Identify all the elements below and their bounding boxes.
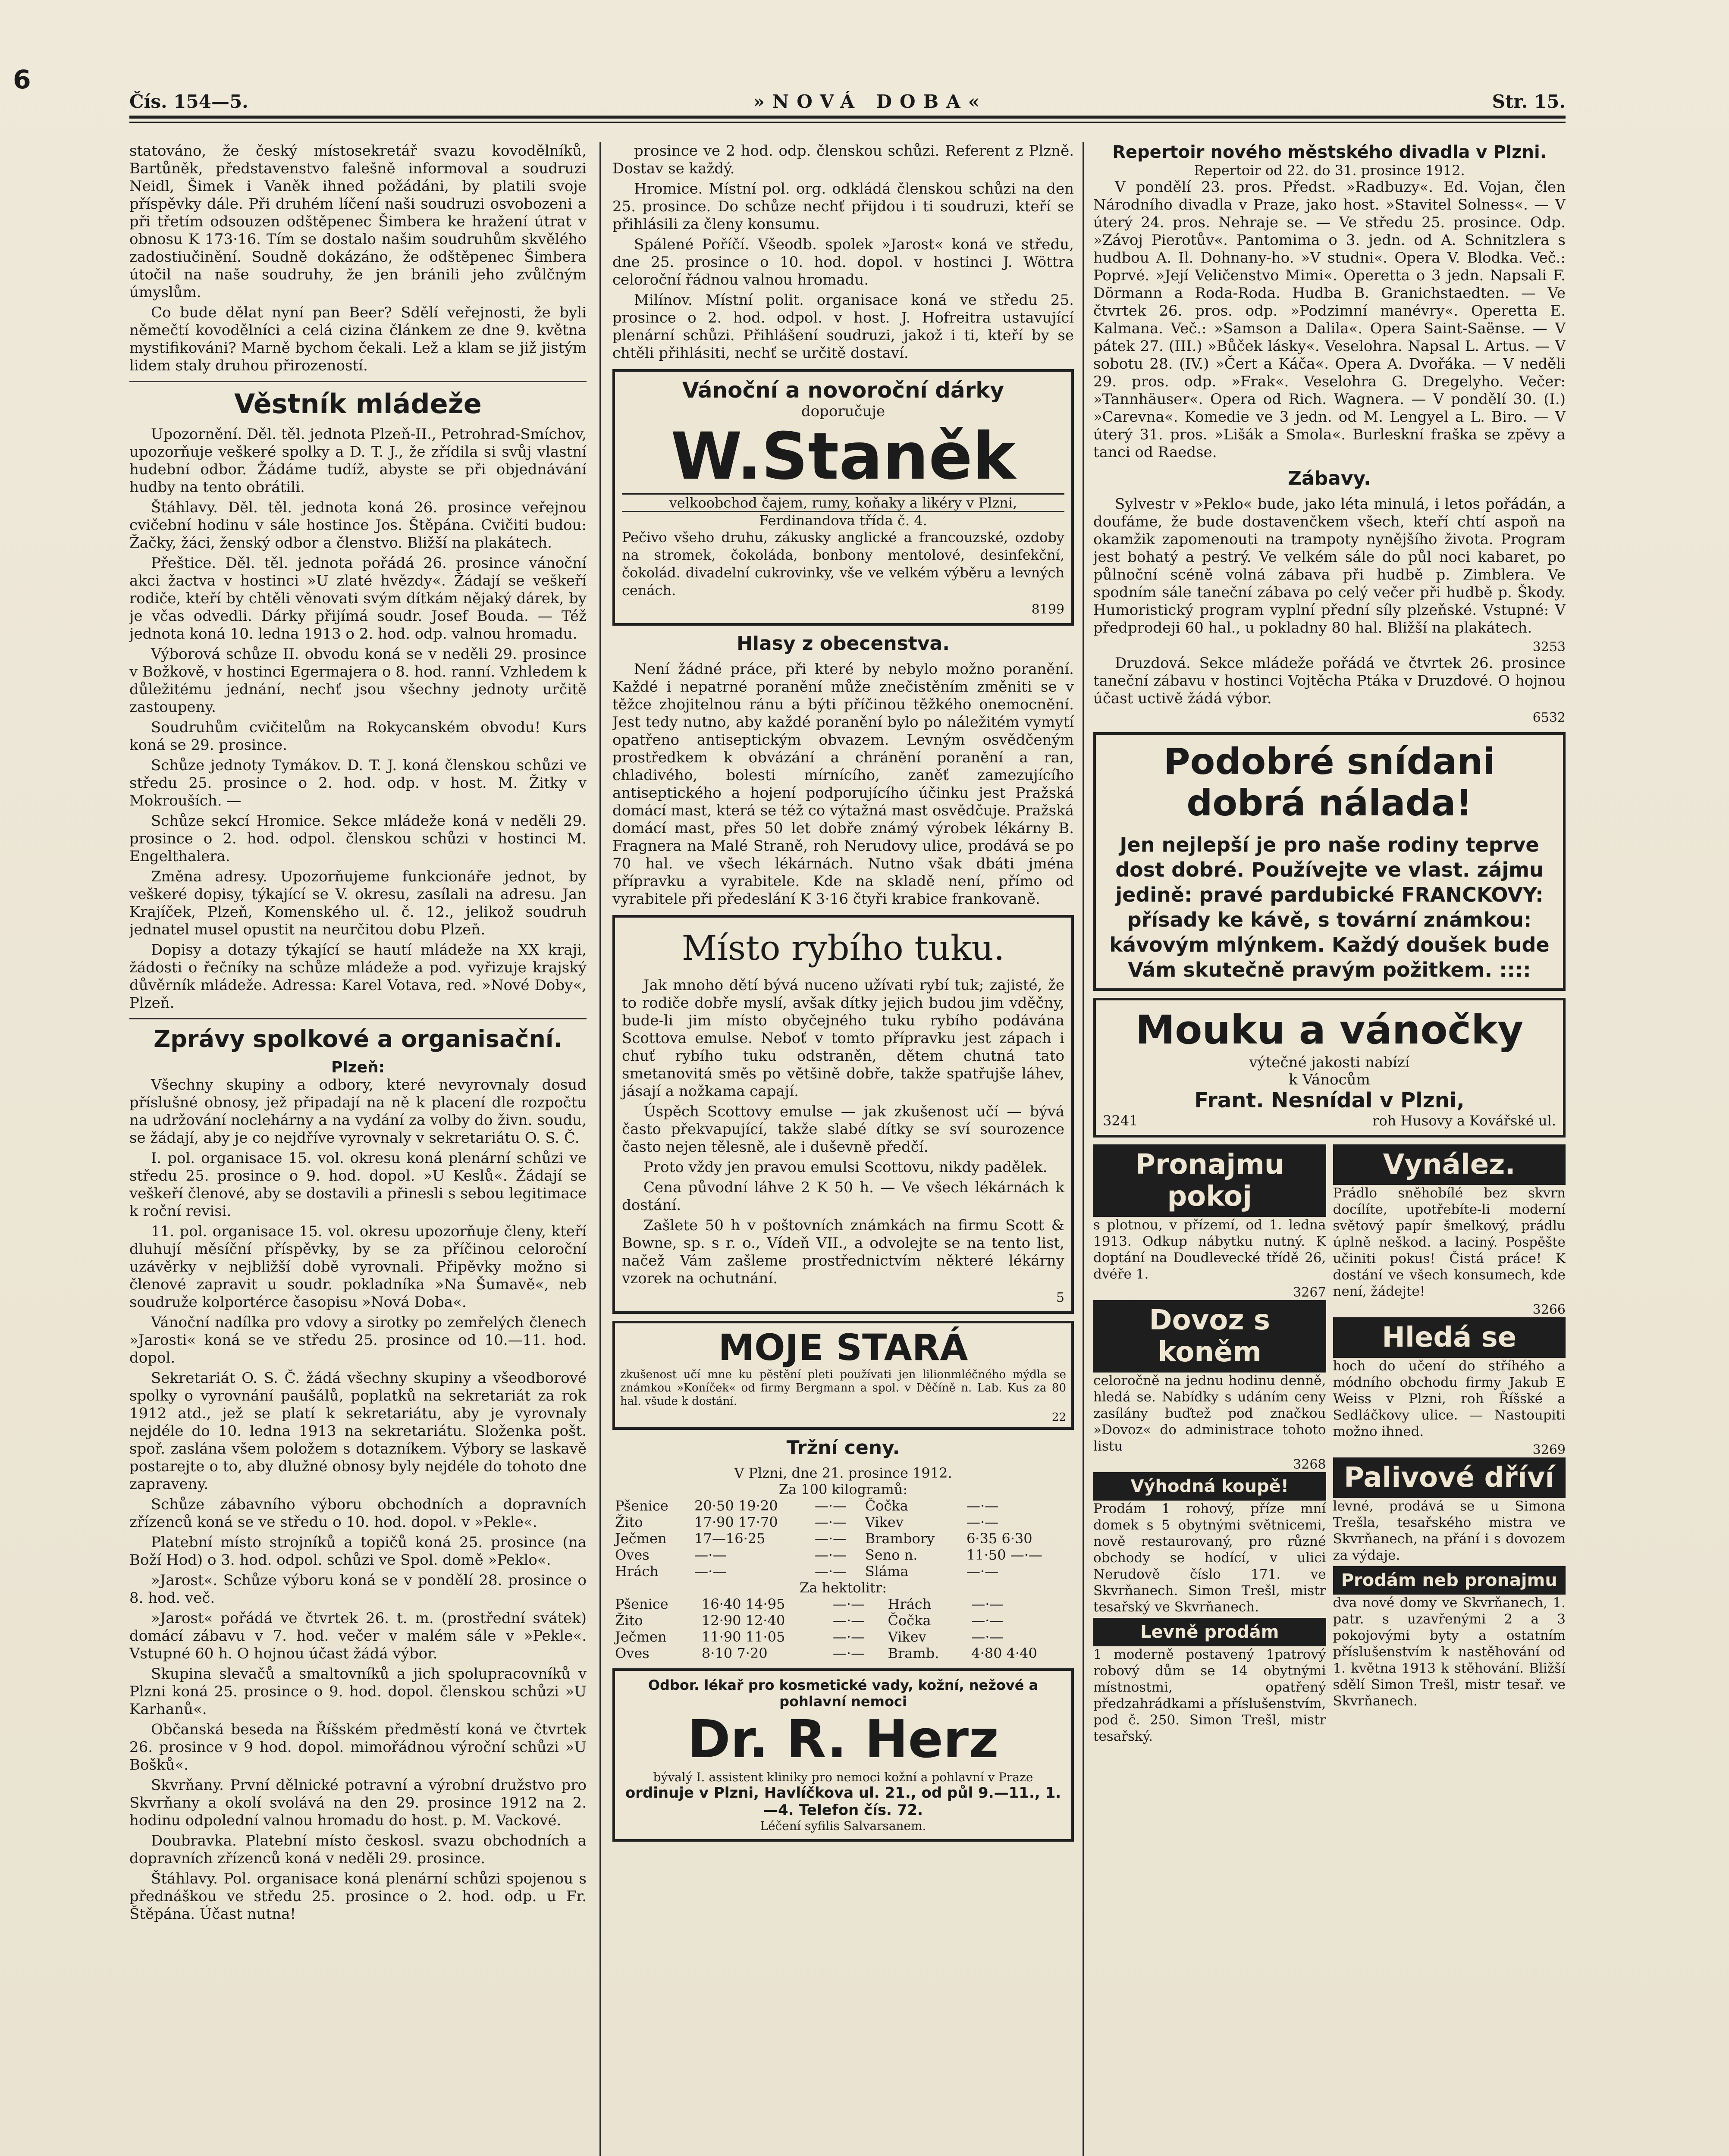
table-cell: Žito [615,1514,643,1530]
table-cell: Žito [615,1612,643,1629]
news-item: Skvrňany. První dělnické potravní a výrobní družstvo pro Skvrňany a okolí svolává na den 29. prosince 1912 na 2. hodinu odpolední valnou hromadu do host. p. M. Vackové. [129,1777,587,1829]
section-heading: Repertoir nového městského divadla v Plzni. [1112,142,1547,162]
ad-text: hoch do učení do stříhého a módního obchodu firmy Jakub E Weiss v Plzni, roh Říšské a Sedláčkovy ulice. — Nastoupiti možno ihned. [1333,1358,1566,1439]
ad-text: Zašlete 50 h v poštovních známkách na firmu Scott & Bowne, sp. s r. o., Vídeň VII., a odvolejte se na tento list, načež Vám zašleme prostřednictvím některé lékárny vzorek na ochutnání. [622,1217,1064,1287]
table-cell: Ječmen [615,1530,667,1547]
ad-number: 3267 [1293,1285,1326,1300]
ad-headline: Vánoční a novoroční dárky [682,378,1004,403]
ad-text: Úspěch Scottovy emulse — jak zkušenost učí — bývá často překvapující, takže slabé dítky se sví sourozence často nejen tělesně, ale i duševně předčí. [622,1103,1064,1156]
ad-number: 5 [1056,1290,1064,1305]
table-cell: —·— [694,1547,727,1563]
news-item: Dopisy a dotazy týkající se hautí mládeže na XX kraji, žádosti o řečníky na schůze mládeže a pod. vyřizuje krajský důvěrník mládeže. Adressa: Karel Votava, red. »Nové Doby«, Plzeň. [129,941,587,1012]
ad-headline: Mouku a vánočky [1135,1007,1524,1053]
news-item: I. pol. organisace 15. vol. okresu koná plenární schůzi ve středu 25. prosince o 9. hod. dopol. »U Keslů«. Žádají se veškeří členové, aby se dostavili a přinesli s sebou legitimace k roční revisi. [129,1150,587,1220]
news-item: Hromice. Místní pol. org. odkládá členskou schůzi na den 25. prosince. Do schůze nechť přijdou i ti soudruzi, kteří se přihlásili za členy konsumu. [612,180,1074,233]
table-cell: 20·50 19·20 [694,1498,778,1514]
table-cell: 11·50 —·— [966,1547,1042,1563]
news-item: Soudruhům cvičitelům na Rokycanském obvodu! Kurs koná se 29. prosince. [129,719,587,754]
column-divider [1083,142,1084,2156]
advertisement-scott [612,915,1074,1314]
ad-text: Jen nejlepší je pro naše rodiny teprve dost dobré. Používejte ve vlast. zájmu jedině: pravé pardubické FRANCKOVY: přísady ke kávě, s tovární známkou: kávovým mlýnkem. Každý doušek bude Vám skutečně pravým požitkem. :::: [1109,833,1550,981]
ad-text: roh Husovy a Kovářské ul. [1372,1112,1556,1129]
classified-row [1093,1144,1566,1747]
table-cell: 17—16·25 [694,1530,766,1547]
ad-text: zkušenost učí mne ku pěstění pleti používati jen lilionmléčného mýdla se známkou »Koníček« od firmy Bergmann a spol. v Děčíně n. Lab. Kus za 80 hal. všude k dostání. [620,1368,1066,1408]
news-item: Schůze jednoty Tymákov. D. T. J. koná členskou schůzi ve středu 25. prosince o 2. hod. odp. v host. M. Žitky v Mokrouších. — [129,757,587,809]
price-table [612,1498,1074,1579]
ad-text: Pečivo všeho druhu, zákusky anglické a francouzské, ozdoby na stromek, čokoláda, bonbony mentolové, desinfekční, čokolád. divadelní cukrovinky, vše ve velkém výběru a levných cenách. [622,529,1064,599]
divider [129,381,587,382]
classified-vynalez [1333,1144,1566,1747]
table-cell: —·— [694,1563,727,1579]
news-item: Schůze zábavního výboru obchodních a dopravních zřízenců koná se ve středu o 10. hod. dopol. v »Pekle«. [129,1496,587,1531]
table-cell: 12·90 12·40 [701,1612,785,1629]
ad-number: 3269 [1532,1442,1566,1457]
ad-text: celoročně na jednu hodinu denně, hledá se. Nabídky s udáním ceny zasílány buďtež pod značkou »Dovoz« do administrace tohoto listu [1093,1373,1326,1454]
table-cell: Oves [615,1645,650,1661]
issue-number: Čís. 154—5. [129,91,248,112]
news-item: Není žádné práce, při které by nebylo možno poranění. Každé i nepatrné poranění může znečistěním změniti se v těžce zhojitelnou ránu a býti příčinou těžkého onemocnění. Jest tedy nutno, aby každé poranění bylo po náležitém vymytí opatřeno antiseptickým obvazem. Levným osvědčeným prostředkem k obvázání a chránění poranění a ran, chladivého, bolesti mírnícího, zaněť zamezujícího antiseptického a hojení podporujícího účinku jest Pražská domácí mast, která se též co výtažná mast osvědčuje. Pražská domácí mast, přes 50 let dobře známý výrobek lékárny B. Fragnera na Malé Straně, roh Nerudovy ulice, prodává se po 70 hal. ve všech lékárnách. Nutno však dbáti jména přípravku a vyrabitele. Kde na skladě není, přímo od vyrabitele při předeslání K 3·16 čtyři krabice frankovaně. [612,661,1074,908]
news-item: Upozornění. Děl. těl. jednota Plzeň-II., Petrohrad-Smíchov, upozorňuje veškeré spolky a D. T. J., že zřídila si svůj vlastní hudební odbor. Žádáme tudíž, abyste se při objednávání hudby na tento obrátili. [129,426,587,496]
column-divider [599,142,601,2156]
news-item: Vánoční nadílka pro vdovy a sirotky po zemřelých členech »Jarosti« koná se ve středu 25. prosince od 10.—11. hod. dopol. [129,1314,587,1366]
ad-headline: Dovoz s koněm [1093,1300,1326,1373]
table-cell: —·— [971,1596,1004,1612]
table-cell: Čočka [888,1612,931,1629]
ad-number: 6532 [1532,710,1566,725]
table-cell: —·— [814,1563,847,1579]
section-heading: Zprávy spolkové a organisační. [154,1025,562,1053]
table-cell: 11·90 11·05 [701,1629,785,1645]
ad-headline: Výhodná koupě! [1093,1472,1326,1501]
margin-mark: 6 [13,65,31,95]
ad-text: Prádlo sněhobílé bez skvrn docílíte, upotřebíte-li moderní světový papír šmelkový, prádlu úplně neškod. a laciný. Pospěšte učiniti pokus! Čistá práce! K dostání ve všech konsumech, kde není, žádejte! [1333,1185,1566,1299]
column-3 [1093,142,1566,2156]
table-cell: Sláma [865,1563,909,1579]
masthead [129,86,1566,112]
table-cell: Bramb. [888,1645,939,1661]
news-item: »Jarost«. Schůze výboru koná se v pondělí 28. prosince o 8. hod. več. [129,1572,587,1607]
table-cell: —·— [966,1563,999,1579]
table-cell: 8·10 7·20 [701,1645,768,1661]
ad-headline: MOJE STARÁ [718,1326,968,1369]
table-cell: Pšenice [615,1596,668,1612]
table-cell: Brambory [865,1530,935,1547]
table-row [612,1612,1074,1629]
news-item: Sylvestr v »Peklo« bude, jako léta minulá, i letos pořádán, a doufáme, že bude dostavenčkem všech, kteří chtí aspoň na okamžik zapomenouti na trampoty nynějšího života. Program jest bohatý a pestrý. Ve velkém sále do půl noci kabaret, po půlnoční scéně volná zábava při hudbě p. Zimblera. Ve spodním sále taneční zábava po celý večer při hudbě p. Škody. Humoristický program vyplní přední síly plzeňské. Vstupné: V předprodeji 60 hal., u pokladny 80 hal. Bližší na plakátech. [1093,495,1566,636]
ad-number: 22 [1051,1411,1066,1424]
advertisement-mouka [1093,998,1566,1138]
table-cell: Oves [615,1547,650,1563]
news-item: Platební místo strojníků a topičů koná 25. prosince (na Boží Hod) o 3. hod. odpol. schůzi ve Spol. domě »Peklo«. [129,1534,587,1569]
ad-text: Odbor. lékař pro kosmetické vady, kožní, nežové a pohlavní nemoci [648,1677,1039,1710]
column-1 [129,142,587,2156]
news-item: Štáhlavy. Pol. organisace koná plenární schůzi spojenou s přednáškou ve středu 25. prosince o 2. hod. odp. u Fr. Štěpána. Účast nutna! [129,1870,587,1923]
news-item: Sekretariát O. S. Č. žádá všechny skupiny a všeodborové spolky o vyrovnání paušálů, poplatků na sekretariát za rok 1912 atd., jež se platí k sekretariátu, aby je vyrovnaly nejdéle do 10. ledna 1913 na sekretariátu. Složenka pošt. spoř. zaslána všem položem s dotazníkem. Výbory se laskavě postarejte o to, aby dlužné obnosy byly nejdéle do tohoto dne zapraveny. [129,1369,587,1493]
news-item: Změna adresy. Upozorňujeme funkcionáře jednot, by veškeré dopisy, týkající se V. okresu, zasílali na adresu. Jan Krajíček, Plzeň, Komenského ul. č. 12., jelikož soudruh jednatel musel opustit na neurčitou dobu Plzeň. [129,868,587,938]
table-cell: Hrách [615,1563,659,1579]
news-item: Doubravka. Platební místo českosl. svazu obchodních a dopravních zřízenců koná v neděli 29. prosince. [129,1832,587,1867]
news-item: Občanská beseda na Říšském předměstí koná ve čtvrtek 26. prosince v 9 hod. dopol. mimořádnou výroční schůzi »U Bošků«. [129,1721,587,1774]
news-item: »Jarost« pořádá ve čtvrtek 26. t. m. (prostřední svátek) domácí zábavu v 7. hod. večer v malém sále v »Pekle«. Vstupné 60 h. O hojnou účast žádá výbor. [129,1610,587,1662]
article-text: Co bude dělat nyní pan Beer? Sdělí veřejnosti, že byli němečtí kovodělníci a celá cizina článkem ze dne 9. května mystifikováni? Marně bychom čekali. Lež a klam se již jistým lidem staly druhou přirozeností. [129,304,587,374]
advertisement-herz [612,1668,1074,1842]
table-cell: 16·40 14·95 [701,1596,785,1612]
table-row [612,1629,1074,1645]
table-cell: Čočka [865,1498,908,1514]
ad-text: Jak mnoho dětí bývá nuceno užívati rybí tuk; zajisté, že to rodiče dobře myslí, avšak dítky jejich budou jim vděčny, bude-li jim místo obyčejného tuku rybího podávána Scottova emulse. Neboť v tomto přípravku jest zápach i chuť rybího tuku odstraněn, dětem chutná tato smetanovitá směs po většině dobře, takže spatřujše láhev, jásají a nožkama capají. [622,977,1064,1100]
table-cell: —·— [814,1498,847,1514]
ad-headline: Levně prodám [1093,1618,1326,1646]
table-cell: —·— [814,1547,847,1563]
table-cell: —·— [832,1645,865,1661]
table-cell: Seno n. [865,1547,918,1563]
table-cell: Vikev [888,1629,926,1645]
advertisement-moje-stara [612,1321,1074,1430]
page-number: Str. 15. [1492,91,1566,112]
table-cell: 4·80 4·40 [971,1645,1037,1661]
ad-brand-name: Dr. R. Herz [687,1710,999,1770]
ad-text: Proto vždy jen pravou emulsi Scottovu, nikdy padělek. [643,1159,1048,1176]
table-cell: Hrách [888,1596,932,1612]
newspaper-title: »NOVÁ DOBA« [753,91,987,112]
table-cell: 6·35 6·30 [966,1530,1032,1547]
table-cell: —·— [971,1629,1004,1645]
ad-number: 8199 [1031,602,1064,617]
ad-headline: Vynález. [1333,1144,1566,1185]
table-cell: —·— [814,1514,847,1530]
ad-headline: Podobré snídani dobrá nálada! [1164,740,1495,824]
ad-text: s plotnou, v přízemí, od 1. ledna 1913. Odkup nábytku nutný. K doptání na Doudlevecké třídě 26, dvéře 1. [1093,1217,1326,1282]
ad-text: bývalý I. assistent kliniky pro nemoci kožní a pohlavní v Praze [653,1770,1033,1784]
news-item: Schůze sekcí Hromice. Sekce mládeže koná v neděli 29. prosince o 2. hod. odpol. členskou schůzi v hostinci M. Engelthalera. [129,812,587,865]
news-item: Přeštice. Děl. těl. jednota pořádá 26. prosince vánoční akci žactva v hostinci »U zlaté hvězdy«. Žádají se veškeří rodiče, kteří by chtěli věnovati svým dítkám nějaký dárek, by je včas odvedli. Dárky přijímá soudr. Josef Bouda. — Též jednota koná 10. ledna 1913 o 2. hod. odp. valnou hromadu. [129,555,587,642]
advertisement-stanek [612,369,1074,626]
ad-text: ordinuje v Plzni, Havlíčkova ul. 21., od půl 9.—11., 1.—4. Telefon čís. 72. [625,1784,1061,1819]
ad-headline: Hledá se [1333,1317,1566,1358]
news-item: Všechny skupiny a odbory, které nevyrovnaly dosud příslušné obnosy, jež připadají na ně k placení dle rozpočtu na udržování noclehárny a na vydání za volby do živn. soudu, se žádají, aby je co nejdříve vyrovnaly v sekretariátu O. S. Č. [129,1076,587,1147]
ad-text: Léčení syfilis Salvarsanem. [760,1819,926,1833]
table-cell: —·— [832,1596,865,1612]
table-row [612,1530,1074,1547]
table-cell: —·— [814,1530,847,1547]
ad-headline: Prodám neb pronajmu [1333,1566,1566,1595]
ad-text: Cena původní láhve 2 K 50 h. — Ve všech lékárnách k dostání. [622,1179,1064,1214]
table-row [612,1645,1074,1661]
section-heading: Zábavy. [1288,467,1371,489]
table-cell: 17·90 17·70 [694,1514,778,1530]
ad-text: Prodám 1 rohový, příze mní domek s 5 obytnými světnicemi, nově restaurovaný, pro různé obchody se hodící, v ulici Nerudově číslo 171. ve Skvrňanech. Simon Trešl, mistr tesařský ve Skvrňanech. [1093,1501,1326,1615]
ad-text: doporučuje [801,403,885,420]
ad-number: 3253 [1532,639,1566,655]
ad-text: levné, prodává se u Simona Trešla, tesařského mistra ve Skvrňanech, na přání i s dovozem za výdaje. [1333,1498,1566,1563]
news-item: prosince ve 2 hod. odp. členskou schůzi. Referent z Plzně. Dostav se každý. [612,142,1074,177]
article-text: V pondělí 23. pros. Předst. »Radbuzy«. Ed. Vojan, člen Národního divadla v Praze, jako host. »Stavitel Solness«. — V úterý 24. pros. Nehraje se. — Ve středu 25. prosince. Odp. »Závoj Pierotův«. Pantomima o 3. jedn. od A. Schnitzlera s hudbou A. Il. Dohnany-ho. »V studni«. Opera V. Blodka. Več.: Poprvé. »Její Veličenstvo Mimi«. Operetta o 3 jedn. Napsali F. Dörmann a Roda-Roda. Hudba B. Granichstaedten. — Ve čtvrtek 26. pros. odp. »Podzimní manévry«. Operetta E. Kalmana. Več.: »Samson a Dalila«. Opera Saint-Saënse. — V pátek 27. (III.) »Bůček lásky«. Veselohra. Napsal L. Artus. — V sobotu 28. (IV.) »Čert a Káča«. Opera A. Dvořáka. — V neděli 29. pros. odp. »Frak«. Veselohra G. Dregelyho. Večer: »Tannhäuser«. Opera od Rich. Wagnera. — V pondělí 30. (I.) »Carevna«. Komedie ve 3 jedn. od M. Lengyel a L. Biro. — V úterý 31. pros. »Lišák a Smola«. Burleskní fraška se zpěvy a tanci od Raedse. [1093,179,1566,461]
article-text: statováno, že český místosekretář svazu kovodělníků, Bartůněk, představenstvo falešně informoval a soudruzi Neidl, Šimek i Vaněk ihned požádáni, by platili svoje příspěvky dále. Při druhém líčení naši soudruzi osvobozeni a při třetím odsouzen odštěpenec Šimbera ke hražení útrat v obnosu K 173·16. Tím se dostalo našim soudruhům skvělého zadostiučinění. Soudně dokázáno, že odštěpenec Šimbera útočil na naše soudruhy, že jen bránili jeho zvůlčným úmyslům. [129,142,587,301]
news-item: Štáhlavy. Děl. těl. jednota koná 26. prosince veřejnou cvičební hodinu v sále hostince Jos. Štěpána. Cvičiti budou: Žačky, žáci, ženský odbor a členstvo. Bližší na plakátech. [129,499,587,552]
section-heading: Tržní ceny. [786,1437,900,1459]
classified-pokoj [1093,1144,1326,1747]
table-row [612,1547,1074,1563]
news-item: Milínov. Místní polit. organisace koná ve středu 25. prosince o 2. hod. odpol. v host. J. Hofreitra ustavující plenární schůzi. Přihlášení soudruzi, jakož i ti, kteří by se chtěli přihlásiti, nechť se určitě dostaví. [612,291,1074,362]
ad-text: velkoobchod čajem, rumy, koňaky a likéry v Plzni, [622,493,1064,512]
sub-heading: Repertoir od 22. do 31. prosince 1912. [1194,162,1465,179]
ad-text: k Vánocům [1289,1071,1370,1088]
table-cell: —·— [966,1498,999,1514]
masthead-rule [129,116,1566,119]
section-heading: Hlasy z obecenstva. [737,633,950,655]
divider [129,1018,587,1019]
market-date: V Plzni, dne 21. prosince 1912. [734,1465,952,1481]
ad-text: 1 moderně postavený 1patrový robový dům se 14 obytnými místnostmi, opatřený předzahrádkami a příslušenstvím, pod č. 250. Simon Trešl, mistr tesařský. [1093,1647,1326,1744]
table-cell: —·— [832,1629,865,1645]
ad-number: 3241 [1103,1112,1138,1129]
market-unit: Za 100 kilogramů: [778,1481,908,1498]
table-cell: —·— [832,1612,865,1629]
ad-headline: Místo rybího tuku. [681,928,1005,968]
section-heading: Věstník mládeže [234,388,482,420]
ad-text: dva nové domy ve Skvrňanech, 1. patr. s uzavřenými 2 a 3 pokojovými byty a ostatním příslušenstvím k nastěhování od 1. května 1913 k stěhování. Bližší sdělí Simon Trešl, mistr tesař. ve Skvrňanech. [1333,1595,1566,1709]
news-item: Druzdová. Sekce mládeže pořádá ve čtvrtek 26. prosince taneční zábavu v hostinci Vojtěcha Ptáka v Druzdové. O hojnou účast uctivě žádá výbor. [1093,655,1566,707]
table-cell: Pšenice [615,1498,668,1514]
ad-text: výtečné jakosti nabízí [1249,1054,1410,1071]
news-item: Výborová schůze II. obvodu koná se v neděli 29. prosince v Božkově, v hostinci Egermajera o 8. hod. ranní. Vzhledem k důležitému jednání, nechť jsou všechny jednoty určitě zastoupeny. [129,646,587,716]
sub-heading: Plzeň: [331,1059,385,1076]
table-row [612,1514,1074,1530]
news-item: Spálené Poříčí. Všeodb. spolek »Jarost« koná ve středu, dne 25. prosince o 10. hod. dopol. v hostinci J. Wöttra celoroční řádnou valnou hromadu. [612,236,1074,288]
ad-number: 3266 [1532,1302,1566,1317]
masthead-rule-thin [129,122,1566,123]
table-cell: Vikev [865,1514,904,1530]
ad-headline: Palivové dříví [1333,1457,1566,1498]
news-item: 11. pol. organisace 15. vol. okresu upozorňuje členy, kteří dluhují měsíční příspěvky, by se za příčinou celoroční uzávěrky v nejbližší době vyrovnali. Připěvky možno si členové zapravit u soudr. pokladníka »Na Šumavě«, neb soudruže kolportérce časopisu »Nová Doba«. [129,1223,587,1311]
ad-headline: Pronajmu pokoj [1093,1144,1326,1217]
column-2 [612,142,1074,2156]
table-cell: Ječmen [615,1629,667,1645]
table-row [612,1596,1074,1612]
price-table [612,1596,1074,1661]
ad-number: 3268 [1293,1457,1326,1472]
table-row [612,1498,1074,1514]
table-cell: —·— [971,1612,1004,1629]
ad-brand-name: W.Staněk [671,419,1016,494]
table-row [612,1563,1074,1579]
ad-text: Frant. Nesnídal v Plzni, [1194,1088,1465,1112]
ad-footer [1103,1112,1556,1129]
ad-text: Ferdinandova třída č. 4. [759,512,927,529]
table-cell: —·— [966,1514,999,1530]
market-unit: Za hektolitr: [800,1579,887,1596]
market-prices [612,1437,1074,1661]
news-item: Skupina slevačů a smaltovníků a jich spolupracovníků v Plzni koná 25. prosince o 9. hod. dopol. členskou schůzi »U Karhanů«. [129,1665,587,1718]
advertisement-franck [1093,732,1566,991]
